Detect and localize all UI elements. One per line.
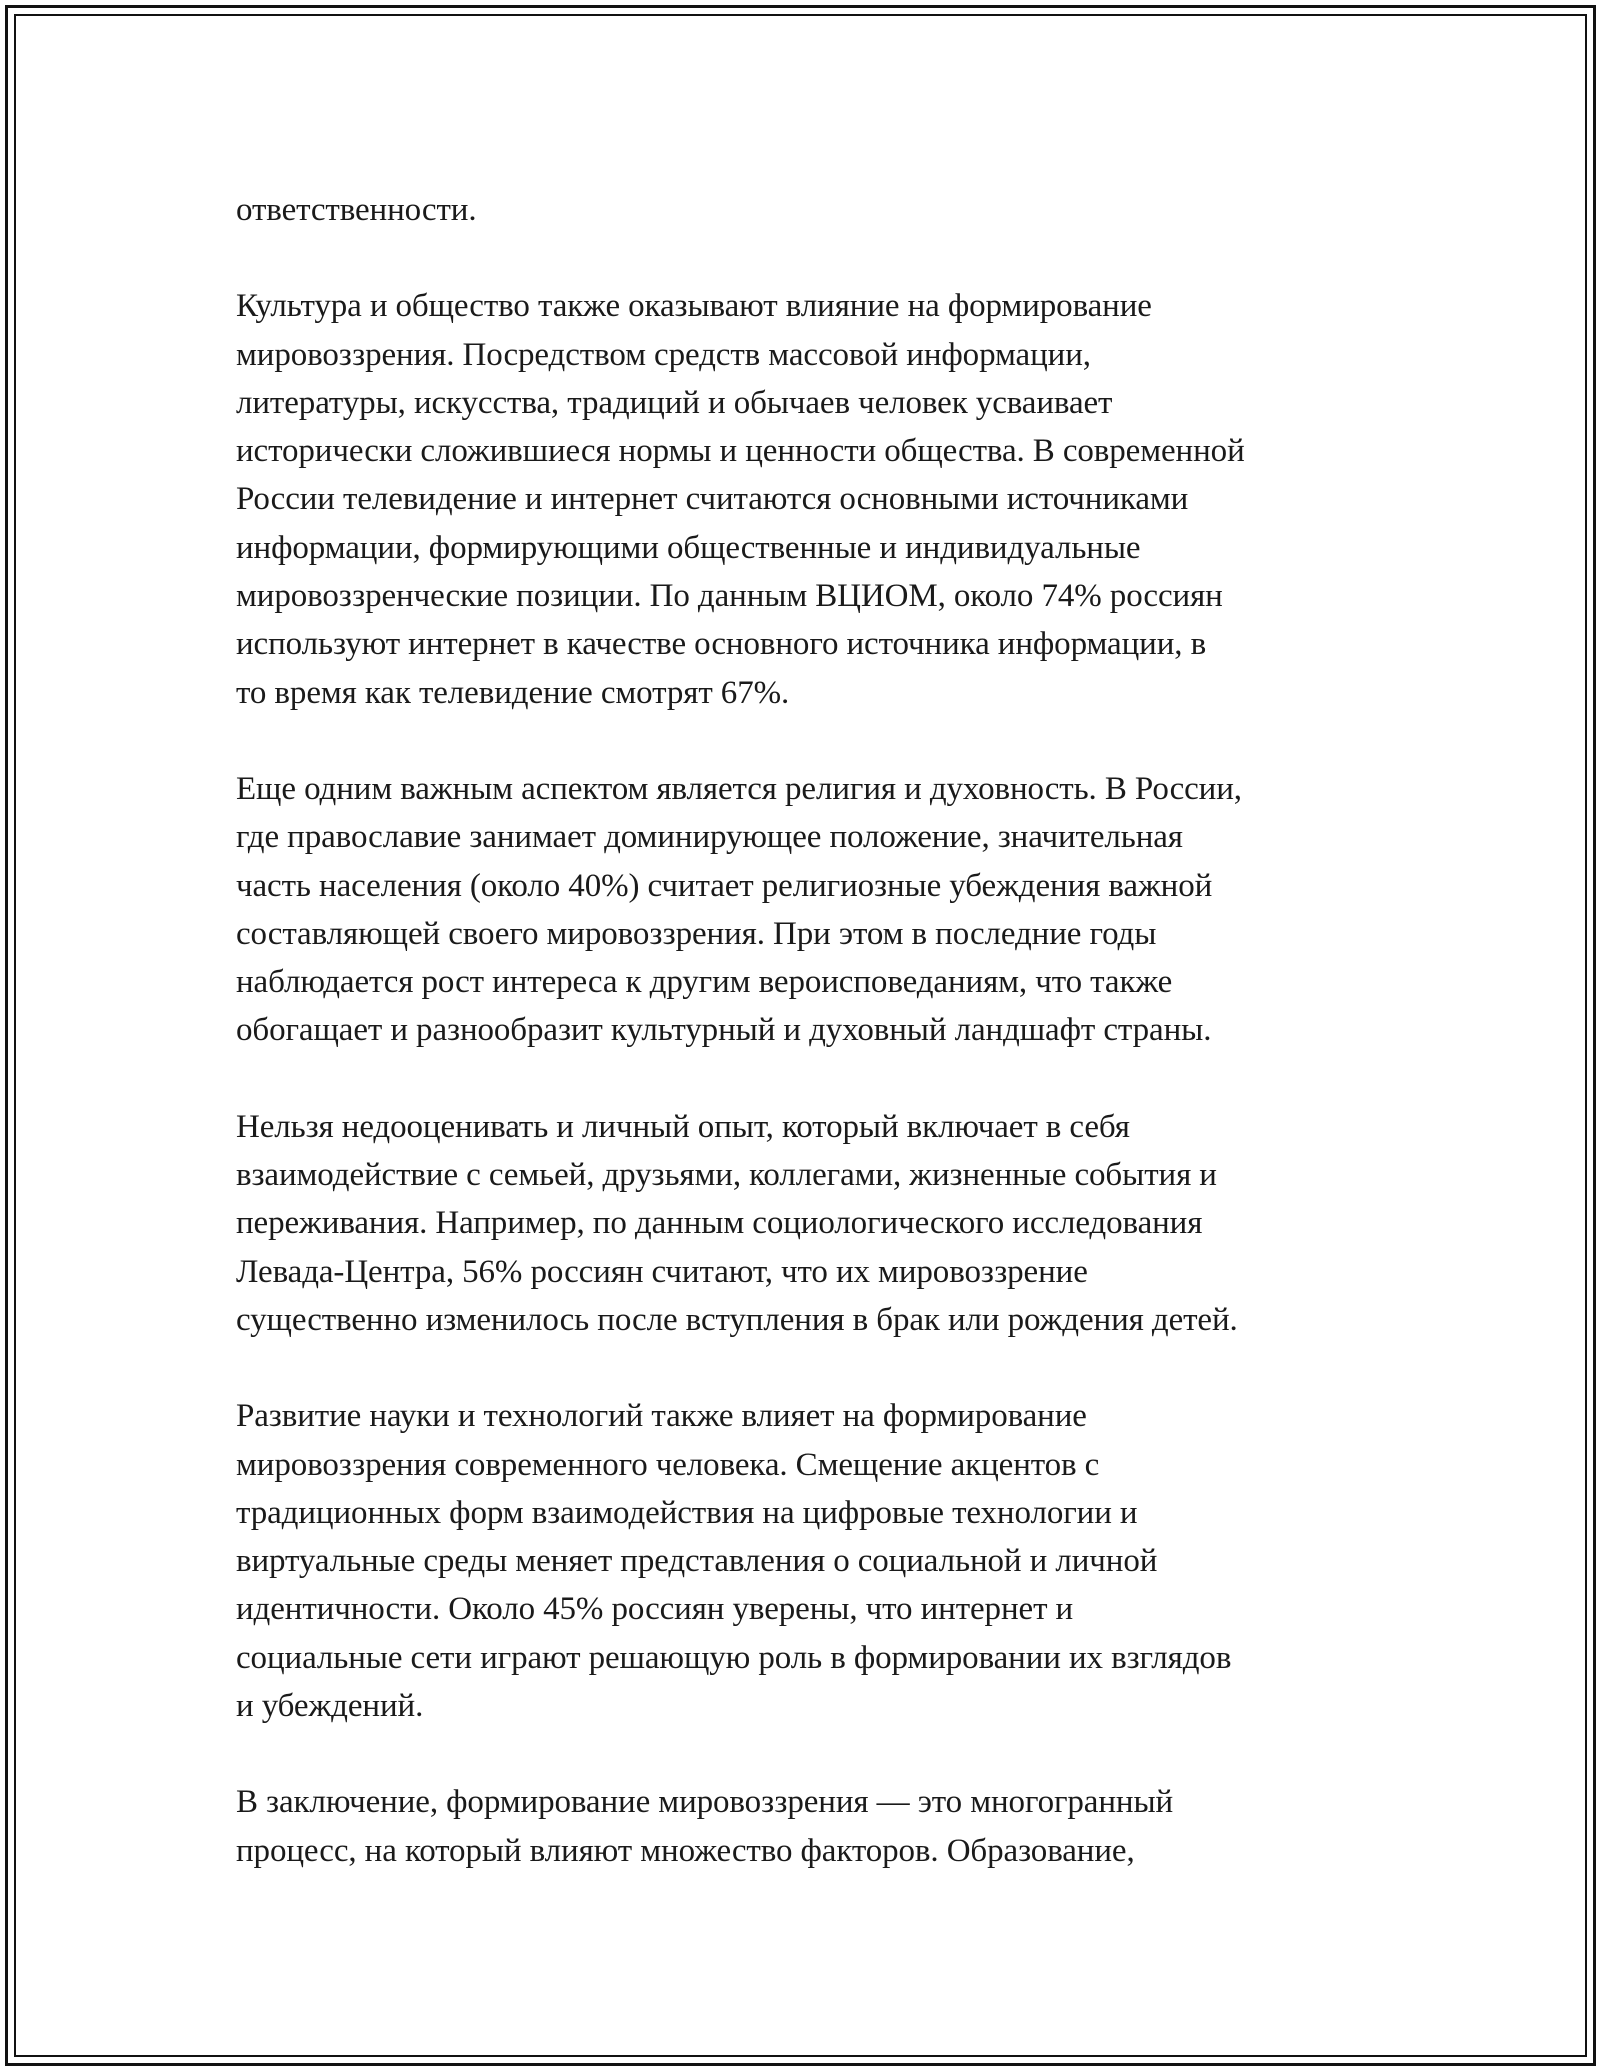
text-line: В заключение, формирование мировоззрения — это многогранный <box>236 1784 1174 1821</box>
document-body <box>236 186 1366 1923</box>
text-line: то время как телевидение смотрят 67%. <box>236 674 790 711</box>
text-line: Левада-Центра, 56% россиян считают, что их мировоззрение <box>236 1253 1088 1290</box>
text-line: обогащает и разнообразит культурный и духовный ландшафт страны. <box>236 1012 1212 1049</box>
text-line: литературы, искусства, традиций и обычаев человек усваивает <box>236 384 1113 421</box>
text-line: мировоззренческие позиции. По данным ВЦИОМ, около 74% россиян <box>236 578 1223 615</box>
text-line: мировоззрения современного человека. Смещение акцентов с <box>236 1446 1100 1483</box>
text-line: мировоззрения. Посредством средств массовой информации, <box>236 336 1091 373</box>
text-line: идентичности. Около 45% россиян уверены, что интернет и <box>236 1591 1074 1628</box>
text-line: существенно изменилось после вступления в брак или рождения детей. <box>236 1301 1238 1338</box>
text-line: России телевидение и интернет считаются основными источниками <box>236 481 1189 518</box>
text-line: информации, формирующими общественные и индивидуальные <box>236 529 1141 566</box>
text-line: переживания. Например, по данным социологического исследования <box>236 1205 1203 1242</box>
text-line: процесс, на который влияют множество факторов. Образование, <box>236 1832 1135 1869</box>
text-line: Развитие науки и технологий также влияет на формирование <box>236 1398 1087 1435</box>
text-line: часть населения (около 40%) считает религиозные убеждения важной <box>236 867 1213 904</box>
text-line: исторически сложившиеся нормы и ценности общества. В современной <box>236 433 1245 470</box>
text-line: взаимодействие с семьей, друзьями, коллегами, жизненные события и <box>236 1157 1217 1194</box>
paragraph-3 <box>236 765 1366 1055</box>
text-line: Нельзя недооценивать и личный опыт, который включает в себя <box>236 1108 1130 1145</box>
text-line: наблюдается рост интереса к другим вероисповеданиям, что также <box>236 964 1173 1001</box>
text-line: традиционных форм взаимодействия на цифровые технологии и <box>236 1494 1138 1531</box>
text-line: где православие занимает доминирующее положение, значительная <box>236 819 1183 856</box>
paragraph-1 <box>236 186 1366 234</box>
text-line: виртуальные среды меняет представления о социальной и личной <box>236 1543 1158 1580</box>
paragraph-2 <box>236 282 1366 717</box>
text-line: используют интернет в качестве основного источника информации, в <box>236 626 1207 663</box>
text-line: и убеждений. <box>236 1688 424 1725</box>
text-line: составляющей своего мировоззрения. При этом в последние годы <box>236 915 1157 952</box>
paragraph-5 <box>236 1392 1366 1730</box>
text-line: социальные сети играют решающую роль в формировании их взглядов <box>236 1639 1232 1676</box>
paragraph-6 <box>236 1778 1366 1875</box>
text-line: Культура и общество также оказывают влияние на формирование <box>236 288 1152 325</box>
paragraph-4 <box>236 1103 1366 1344</box>
text-line: ответственности. <box>236 192 477 228</box>
text-line: Еще одним важным аспектом является религия и духовность. В России, <box>236 770 1242 807</box>
